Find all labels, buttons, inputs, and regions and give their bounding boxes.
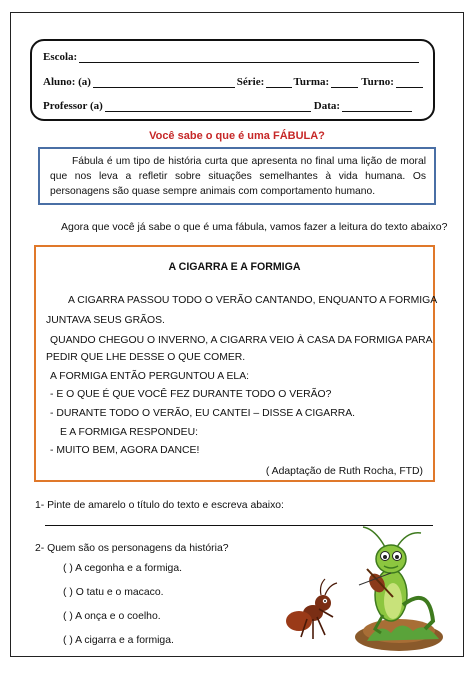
class-field[interactable] (331, 77, 358, 88)
date-label: Data: (313, 100, 341, 112)
worksheet-page (10, 12, 464, 657)
shift-label: Turno: (361, 76, 394, 88)
fable-question-heading: Você sabe o que é uma FÁBULA? (149, 130, 325, 142)
school-row (43, 51, 423, 63)
teacher-row (43, 100, 423, 112)
teacher-label: Professor (a) (43, 100, 103, 112)
story-line: JUNTAVA SEUS GRÃOS. (46, 315, 165, 326)
grade-field[interactable] (266, 77, 291, 88)
student-field[interactable] (93, 77, 235, 88)
school-field[interactable] (79, 52, 419, 63)
fable-definition-text: Fábula é um tipo de história curta que apresenta no final uma lição de moral que nos leva a refletir sobre situações semelhantes à vida humana. Os personagens são quase sempre animais com comportamento humano. (50, 156, 426, 197)
fable-definition-box (38, 147, 436, 205)
story-line: - MUITO BEM, AGORA DANCE! (50, 445, 200, 456)
option-3[interactable]: ( ) A onça e o coelho. (63, 611, 161, 622)
school-label: Escola: (43, 51, 78, 63)
story-line: A CIGARRA PASSOU TODO O VERÃO CANTANDO, ENQUANTO A FORMIGA (68, 295, 438, 306)
student-label: Aluno: (a) (43, 76, 91, 88)
option-1[interactable]: ( ) A cegonha e a formiga. (63, 563, 182, 574)
story-line: QUANDO CHEGOU O INVERNO, A CIGARRA VEIO À CASA DA FORMIGA PARA (50, 335, 433, 346)
student-info-header (30, 39, 435, 121)
class-label: Turma: (293, 76, 330, 88)
reading-intro: Agora que você já sabe o que é uma fábula, vamos fazer a leitura do texto abaixo? (61, 221, 448, 233)
story-title: A CIGARRA E A FORMIGA (168, 261, 301, 273)
option-4[interactable]: ( ) A cigarra e a formiga. (63, 635, 174, 646)
student-row (43, 76, 423, 88)
story-line: A FORMIGA ENTÃO PERGUNTOU A ELA: (50, 371, 250, 382)
question-2: 2- Quem são os personagens da história? (35, 543, 229, 554)
story-line: E A FORMIGA RESPONDEU: (60, 427, 198, 438)
story-line: - DURANTE TODO O VERÃO, EU CANTEI – DISSE A CIGARRA. (50, 408, 356, 419)
option-2[interactable]: ( ) O tatu e o macaco. (63, 587, 164, 598)
shift-field[interactable] (396, 77, 423, 88)
date-field[interactable] (342, 101, 412, 112)
question-1: 1- Pinte de amarelo o título do texto e escreva abaixo: (35, 500, 284, 511)
grade-label: Série: (236, 76, 265, 88)
story-line: PEDIR QUE LHE DESSE O QUE COMER. (46, 352, 246, 363)
story-credit: ( Adaptação de Ruth Rocha, FTD) (265, 466, 423, 477)
story-box (34, 245, 438, 482)
story-line: - E O QUE É QUE VOCÊ FEZ DURANTE TODO O VERÃO? (50, 389, 332, 400)
teacher-field[interactable] (105, 101, 311, 112)
grasshopper-and-ant-illustration (279, 525, 447, 653)
